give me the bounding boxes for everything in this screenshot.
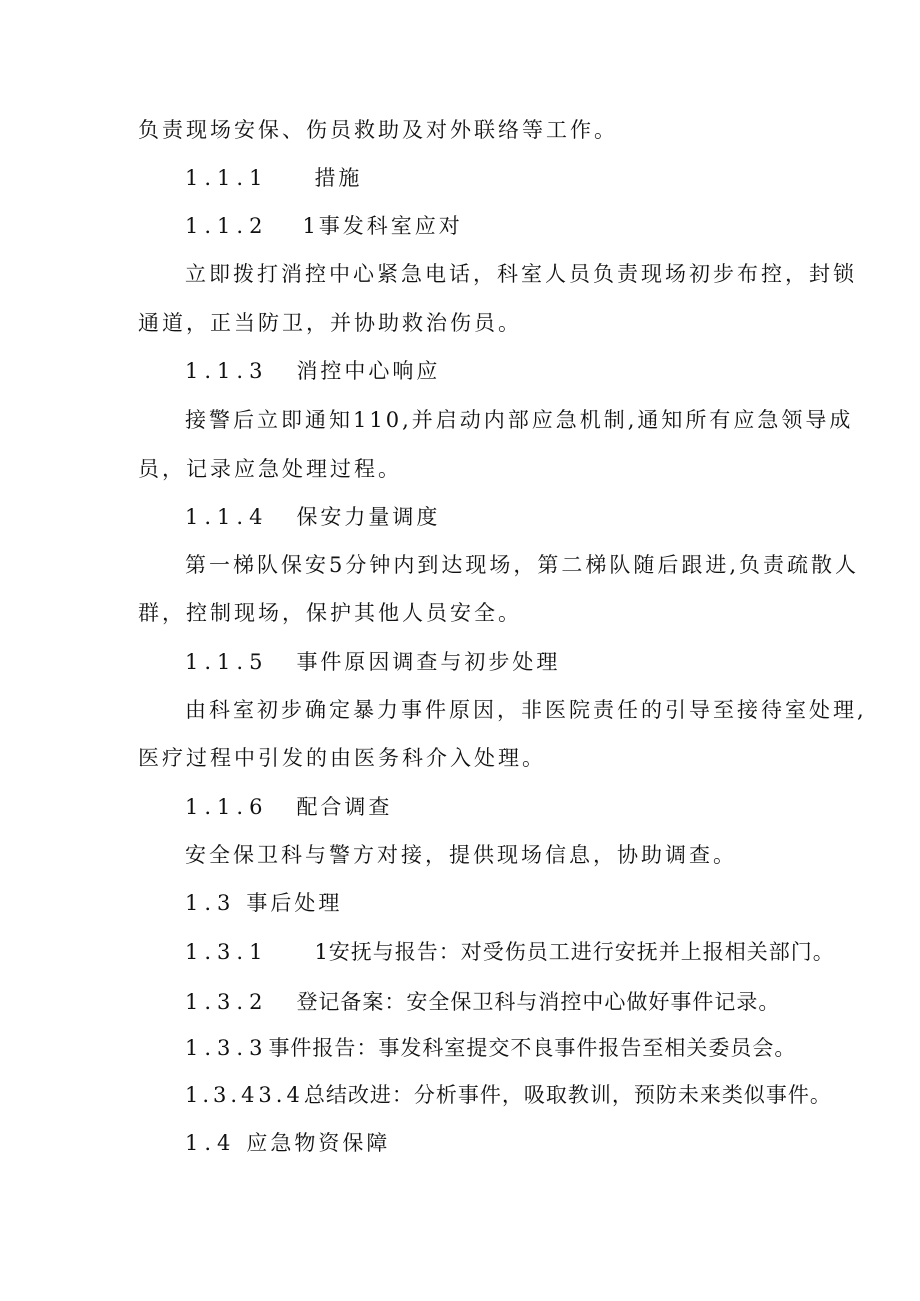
paragraph-text: 员，记录应急处理过程。 bbox=[138, 457, 402, 481]
section-title: 应急物资保障 bbox=[246, 1131, 391, 1155]
section-number: 1.1.5 bbox=[185, 650, 269, 674]
section-title: 配合调查 bbox=[296, 795, 393, 819]
paragraph-text: 医疗过程中引发的由医务科介入处理。 bbox=[138, 746, 546, 770]
section-number: 1.3.43.4 bbox=[185, 1083, 304, 1107]
section-number: 1.3 bbox=[185, 891, 237, 915]
paragraph-text: 接警后立即通知110,并启动内部应急机制,通知所有应急领导成 bbox=[185, 408, 854, 432]
paragraph-1-1-4-line-1 bbox=[185, 550, 859, 580]
paragraph-1-1-6 bbox=[185, 840, 737, 870]
heading-1-3-2 bbox=[185, 987, 780, 1017]
section-number: 1.3.3 bbox=[185, 1036, 269, 1060]
heading-1-1-5 bbox=[185, 647, 560, 677]
paragraph-1-1-5-line-2 bbox=[138, 743, 546, 773]
section-text: 1安抚与报告：对受伤员工进行安抚并上报相关部门。 bbox=[314, 940, 835, 964]
heading-1-1-3 bbox=[185, 356, 440, 386]
paragraph-1-1-5-line-1 bbox=[185, 695, 867, 725]
heading-1-4 bbox=[185, 1128, 390, 1158]
section-number: 1.1.2 bbox=[185, 214, 269, 238]
section-title: 保安力量调度 bbox=[296, 505, 441, 529]
section-number: 1.3.2 bbox=[185, 990, 269, 1014]
section-number: 1.1.6 bbox=[185, 795, 269, 819]
section-text: 事件报告：事发科室提交不良事件报告至相关委员会。 bbox=[268, 1036, 797, 1060]
heading-1-3-4 bbox=[185, 1080, 832, 1110]
paragraph-text: 群，控制现场，保护其他人员安全。 bbox=[138, 601, 522, 625]
paragraph-text: 安全保卫科与警方对接，提供现场信息，协助调查。 bbox=[185, 843, 737, 867]
paragraph-continuation bbox=[138, 115, 618, 145]
section-title: 消控中心响应 bbox=[296, 359, 441, 383]
section-title: 1事发科室应对 bbox=[302, 214, 463, 238]
paragraph-1-1-4-line-2 bbox=[138, 598, 522, 628]
section-number: 1.1.4 bbox=[185, 505, 269, 529]
heading-1-3-3 bbox=[185, 1033, 796, 1063]
section-number: 1.4 bbox=[185, 1131, 237, 1155]
section-number: 1.1.3 bbox=[185, 359, 269, 383]
paragraph-1-1-3-line-2 bbox=[138, 454, 402, 484]
heading-1-1-1 bbox=[185, 163, 362, 193]
paragraph-text: 由科室初步确定暴力事件原因，非医院责任的引导至接待室处理, bbox=[185, 698, 867, 722]
heading-1-1-6 bbox=[185, 792, 392, 822]
section-text: 总结改进：分析事件，吸取教训，预防未来类似事件。 bbox=[303, 1083, 832, 1107]
heading-1-3 bbox=[185, 888, 342, 918]
section-number: 1.1.1 bbox=[185, 166, 269, 190]
paragraph-text: 负责现场安保、伤员救助及对外联络等工作。 bbox=[138, 118, 618, 142]
section-number: 1.3.1 bbox=[185, 940, 269, 964]
section-title: 措施 bbox=[314, 166, 363, 190]
paragraph-text: 立即拨打消控中心紧急电话，科室人员负责现场初步布控，封锁 bbox=[185, 262, 857, 286]
paragraph-text: 第一梯队保安5分钟内到达现场，第二梯队随后跟进,负责疏散人 bbox=[185, 553, 860, 577]
heading-1-1-4 bbox=[185, 502, 440, 532]
paragraph-1-1-2-line-1 bbox=[185, 259, 857, 289]
section-text: 登记备案：安全保卫科与消控中心做好事件记录。 bbox=[296, 990, 781, 1014]
section-title: 事件原因调查与初步处理 bbox=[296, 650, 561, 674]
paragraph-1-1-2-line-2 bbox=[138, 308, 522, 338]
section-title: 事后处理 bbox=[246, 891, 343, 915]
heading-1-1-2 bbox=[185, 211, 463, 241]
heading-1-3-1 bbox=[185, 937, 835, 967]
paragraph-1-1-3-line-1 bbox=[185, 405, 853, 435]
paragraph-text: 通道，正当防卫，并协助救治伤员。 bbox=[138, 311, 522, 335]
